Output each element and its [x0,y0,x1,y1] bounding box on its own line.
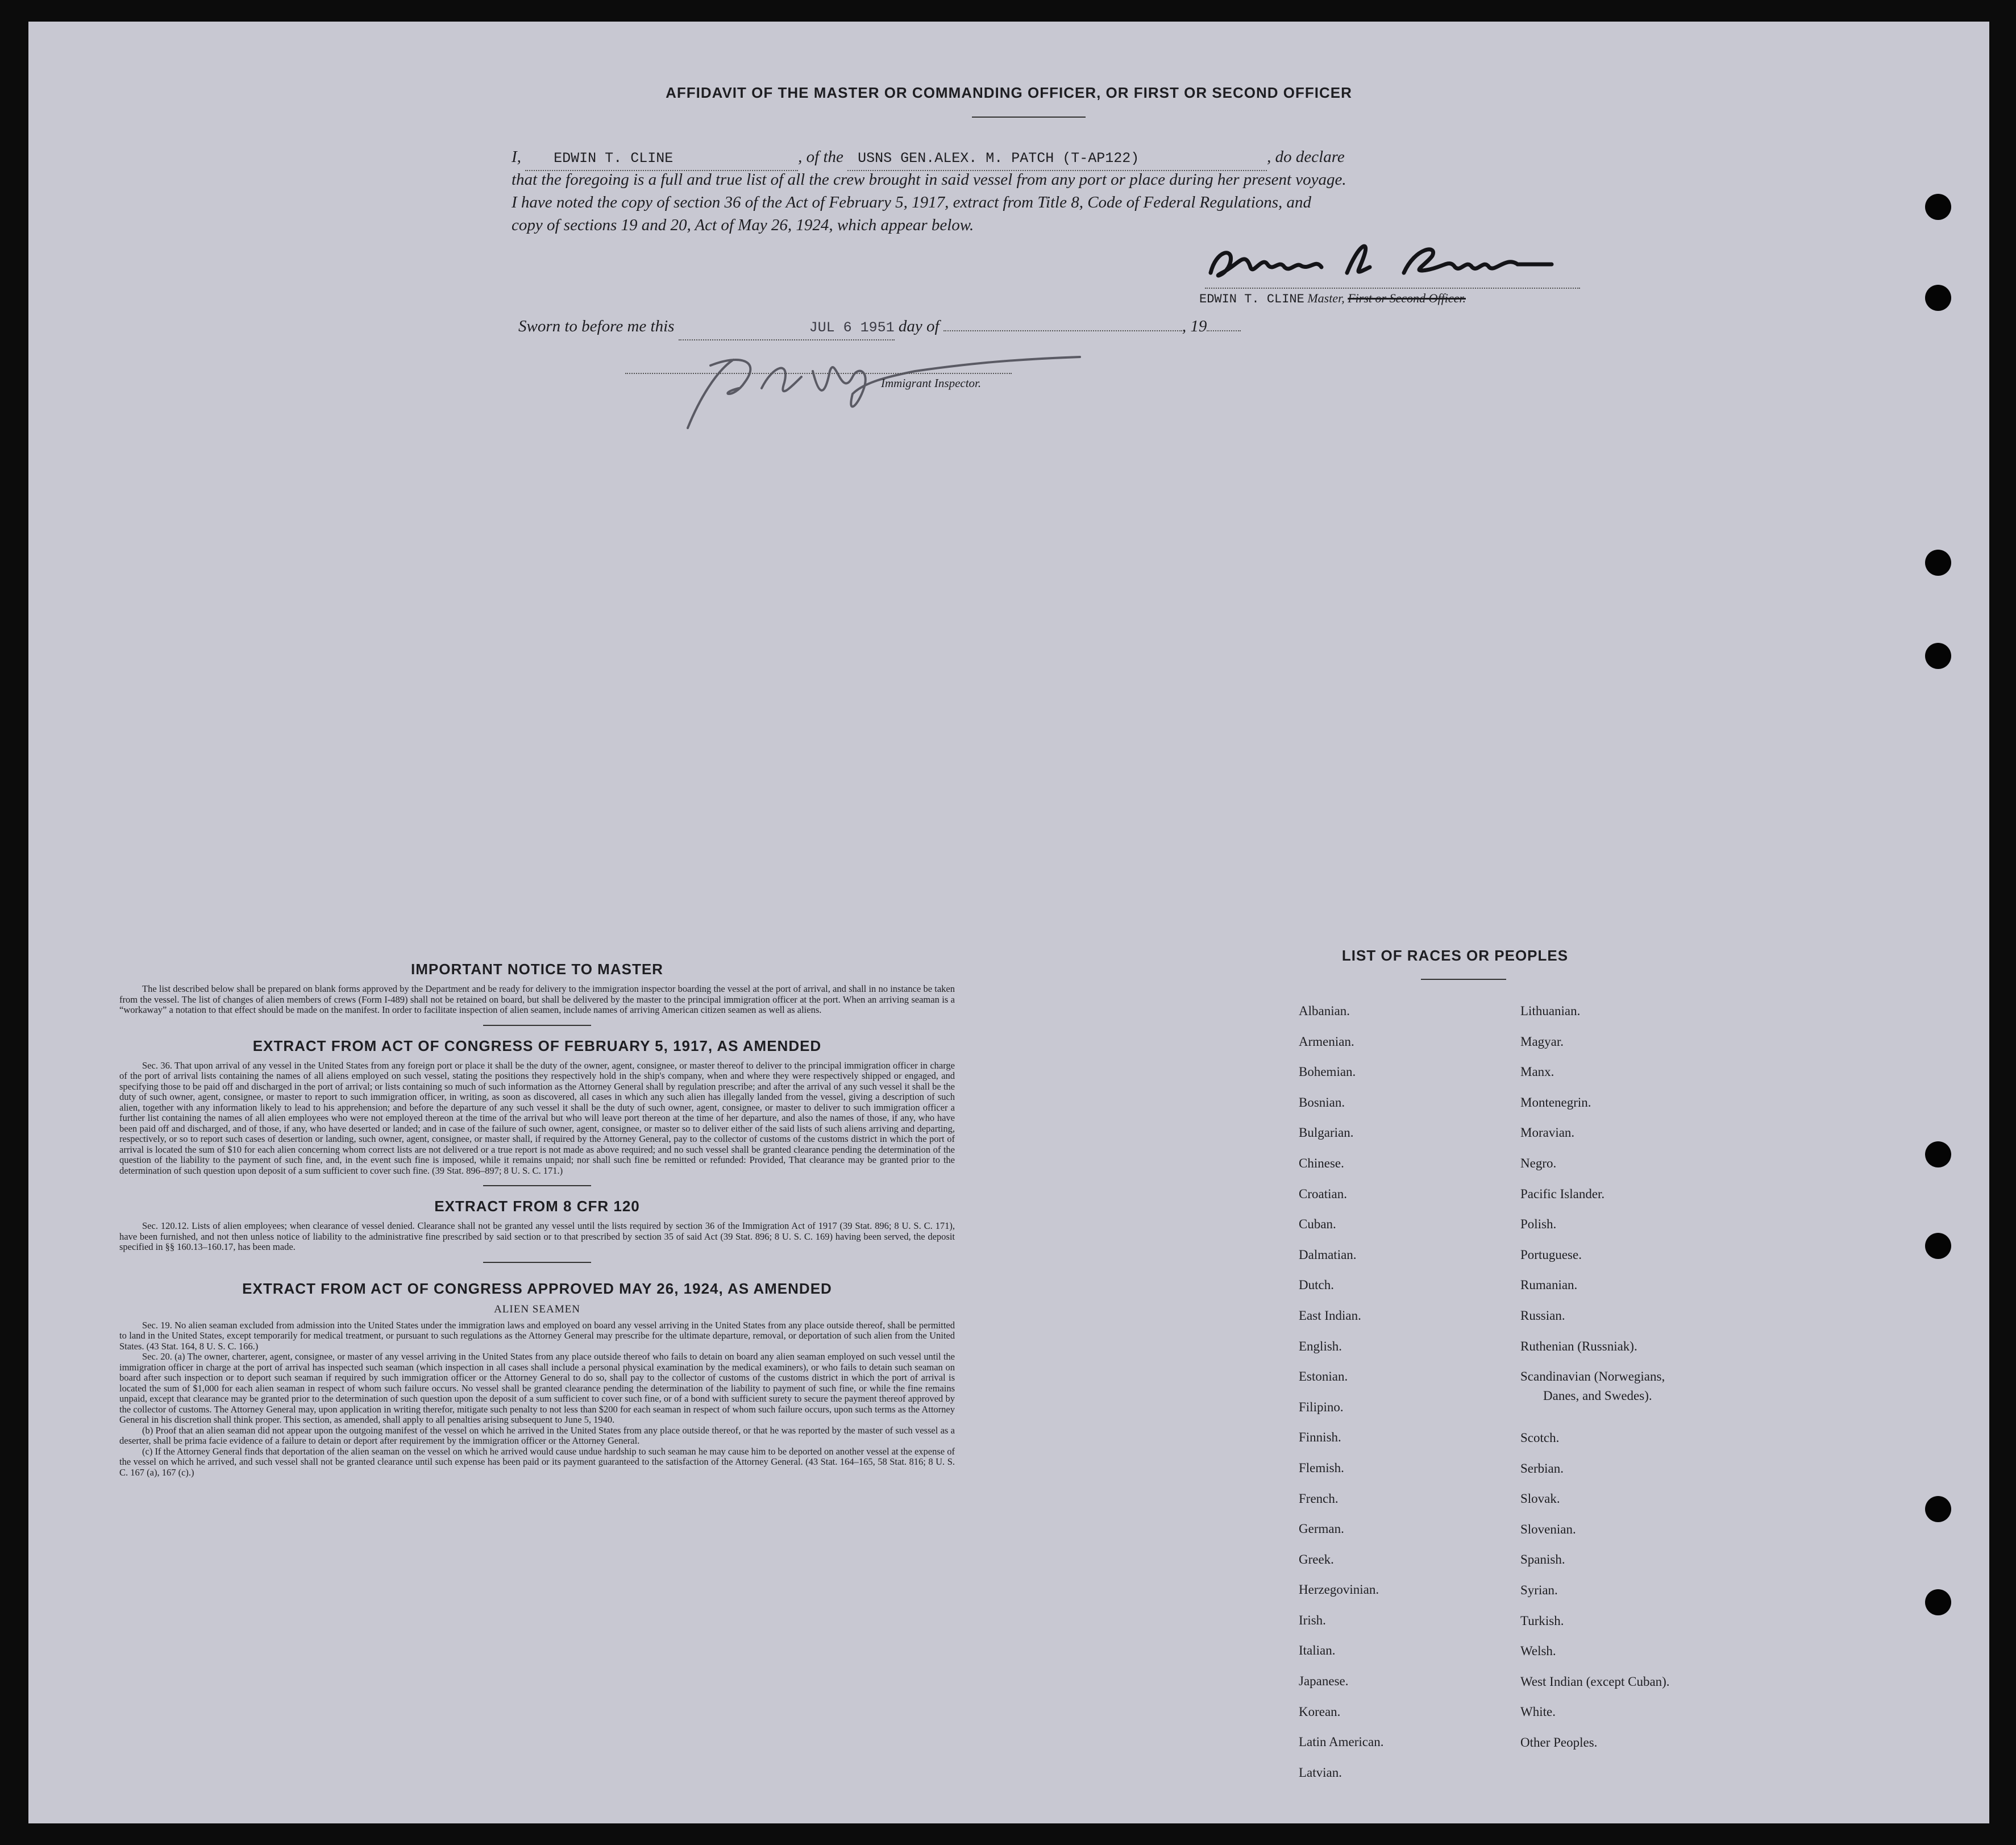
race-item: Other Peoples. [1520,1735,1598,1750]
race-item: Polish. [1520,1217,1557,1232]
binder-hole-2 [1925,285,1951,311]
race-item: Turkish. [1520,1613,1564,1628]
race-item: West Indian (except Cuban). [1520,1674,1670,1689]
race-item: Greek. [1299,1552,1334,1566]
race-item: Scandinavian (Norwegians, [1520,1369,1665,1384]
race-item: Estonian. [1299,1369,1348,1384]
race-item: Filipino. [1299,1399,1344,1414]
extract-1924-sec20b: (b) Proof that an alien seaman did not appear upon the outgoing manifest of the vessel on which he arrived in the United States from any place outside thereof, or that he was reported by the master of such vessel as a deserter, shall be prima facie evidence of a failure to detain or deport after requirement by the immigration officer or the Attorney General. [119,1424,955,1446]
race-item: Bosnian. [1299,1095,1345,1110]
do-declare-label: , do declare [1267,148,1345,166]
race-item: Italian. [1299,1643,1336,1658]
race-item: Welsh. [1520,1644,1556,1659]
extract-cfr-divider [483,1262,591,1263]
notice-divider [483,1025,591,1026]
race-item: Manx. [1520,1065,1554,1079]
race-item: East Indian. [1299,1308,1361,1323]
binder-hole-6 [1925,1233,1951,1259]
race-item: Montenegrin. [1520,1095,1591,1110]
race-item: Latvian. [1299,1765,1342,1780]
race-item: Negro. [1520,1156,1557,1170]
race-item: Magyar. [1520,1034,1564,1049]
races-column-1 [1299,996,1383,1788]
race-item: Portuguese. [1520,1247,1582,1262]
declaration-line-2: that the foregoing is a full and true list of all the crew brought in said vessel from any port or place during her present voyage. [512,171,1346,189]
race-item: Spanish. [1520,1552,1565,1567]
binder-hole-4 [1925,643,1951,669]
declaration-line-3: I have noted the copy of section 36 of the Act of February 5, 1917, extract from Title 8, Code of Federal Regulations, and [512,193,1312,211]
day-of-label: day of [898,317,940,335]
race-item: Armenian. [1299,1034,1354,1049]
extract-1924-sec19: Sec. 19. No alien seaman excluded from admission into the United States under the immigration laws and employed on board any vessel arriving in the United States from any place outside thereof, shall be permitted to land in the United States, except temporarily for medical treatment, or pursuant to such regulations as the Attorney General may prescribe for the ultimate departure, removal, or deportation of such alien from the United States. (43 Stat. 164, 8 U. S. C. 166.) [119,1319,955,1352]
race-item: Slovenian. [1520,1522,1576,1536]
race-item: Slovak. [1520,1491,1560,1506]
race-item: Danes, and Swedes). [1543,1389,1652,1403]
race-item: Serbian. [1520,1461,1564,1476]
race-item: Chinese. [1299,1156,1344,1170]
vessel-name: USNS GEN.ALEX. M. PATCH (T-AP122) [858,150,1140,167]
extract-1924-heading: EXTRACT FROM ACT OF CONGRESS APPROVED MAY 26, 1924, AS AMENDED [242,1279,832,1297]
binder-hole-7 [1925,1496,1951,1522]
races-divider [1421,979,1506,980]
race-item: French. [1299,1491,1339,1506]
race-item: Russian. [1520,1308,1565,1323]
races-column-2 [1520,996,1665,1406]
race-item: Latin American. [1299,1735,1384,1750]
race-item: Ruthenian (Russniak). [1520,1339,1637,1353]
extract-1917-paragraph: Sec. 36. That upon arrival of any vessel in the United States from any foreign port or place it shall be the duty of the owner, agent, consignee, or master thereof to deliver to the principal immigration officer in charge of the port of arrival lists containing the names of all aliens employed on such vessel, stating the positions they respectively hold in the ship's company, when and where they were respectively shipped or engaged, and specifying those to be paid off and discharged in the port of arrival; or lists containing so much of such information as the Attorney General shall by regulation prescribe; and after the arrival of any such vessel it shall be the duty of such owner, agent, consignee, or master to report to such immigration officer, in writing, as soon as discovered, all cases in which any such alien has illegally landed from the vessel, giving a description of such alien, together with any information likely to lead to his apprehension; and before the departure of any such vessel it shall be the duty of such owner, agent, consignee, or master to deliver to such immigration officer a further list containing the names of all alien employees who were not employed thereon at the time of the arrival but who will leave port thereon at the time of her departure, and also the names of those, if any, who have been paid off and discharged, and of those, if any, who have deserted or landed; and in case of the failure of such owner, agent, consignee, or master so to deliver either of the said lists of such aliens arriving and departing, respectively, or so to report such cases of desertion or landing, such owner, agent, consignee, or master shall, if required by the Attorney General, pay to the collector of customs of the customs district in which the port of arrival is located the sum of $10 for each alien concerning whom correct lists are not delivered or a true report is not made as above required; and no such vessel shall be granted clearance pending the determination of the question of the liability to the payment of such fine, and, in the event such fine is imposed, while it remains unpaid; nor shall such fine be remitted or refunded: Provided, That clearance may be granted prior to the determination of such question upon deposit of a sum sufficient to cover such fine. (39 Stat. 896–897; 8 U. S. C. 171.) [119,1059,955,1176]
race-item: Scotch. [1520,1431,1560,1445]
binder-hole-5 [1925,1141,1951,1167]
race-item: English. [1299,1339,1342,1353]
signature-printed-name: EDWIN T. CLINE [1199,292,1304,306]
of-the-label: , of the [798,148,843,166]
declaration-line-4: copy of sections 19 and 20, Act of May 26, 1924, which appear below. [512,216,974,234]
signature-caption [1199,291,1466,306]
master-signature [1199,233,1563,290]
declaration-line-1 [512,146,1591,171]
name-field [525,146,798,171]
document-page [28,22,1989,1823]
extract-1917-divider [483,1185,591,1186]
race-item: Moravian. [1520,1125,1575,1140]
race-item: Syrian. [1520,1582,1558,1597]
race-item: German. [1299,1522,1344,1536]
master-label: Master, [1307,291,1345,305]
binder-hole-8 [1925,1589,1951,1615]
affidavit-title: AFFIDAVIT OF THE MASTER OR COMMANDING OFFICER, OR FIRST OR SECOND OFFICER [666,84,1352,101]
binder-hole-3 [1925,550,1951,576]
signature-line [1205,288,1580,289]
vessel-field [847,146,1267,171]
notice-heading: IMPORTANT NOTICE TO MASTER [411,961,663,978]
race-item: Flemish. [1299,1460,1344,1475]
i-label: I, [512,148,521,166]
extract-cfr-paragraph: Sec. 120.12. Lists of alien employees; when clearance of vessel denied. Clearance shall not be granted any vessel until the lists required by section 36 of the Immigration Act of 1917 (39 Stat. 896; 8 U. S. C. 171), have been furnished, and not then unless notice of liability to the administrative fine prescribed by said section or to that prescribed by section 35 of said Act (39 Stat. 896; 8 U. S. C. 169) having been served, the deposit specified in §§ 160.13–160.17, has been made. [119,1220,955,1252]
race-item: Cuban. [1299,1217,1336,1232]
race-item: Albanian. [1299,1004,1350,1018]
race-item: White. [1520,1705,1556,1719]
race-item: Bohemian. [1299,1065,1356,1079]
master-name: EDWIN T. CLINE [554,150,674,167]
races-column-2-continued [1520,1423,1670,1758]
race-item: Dalmatian. [1299,1247,1357,1262]
race-item: Pacific Islander. [1520,1186,1605,1201]
race-item: Herzegovinian. [1299,1582,1379,1597]
binder-hole-1 [1925,194,1951,220]
race-item: Lithuanian. [1520,1004,1581,1018]
year-field [1207,330,1241,331]
race-item: Bulgarian. [1299,1125,1354,1140]
sworn-label: Sworn to before me this [518,317,675,335]
title-divider [972,117,1086,118]
extract-1917-heading: EXTRACT FROM ACT OF CONGRESS OF FEBRUARY 5, 1917, AS AMENDED [252,1037,822,1054]
extract-1924-sec20a: Sec. 20. (a) The owner, charterer, agent, consignee, or master of any vessel arriving in the United States from any place outside thereof who fails to detain on board any alien seaman employed on such vessel until the immigration officer in charge at the port of arrival has inspected such seaman (which inspection in all cases shall include a personal physical examination by the medical examiners), or who fails to detain such seaman on board after such inspection or to deport such seaman if required by such immigration officer or the Attorney General to do so, shall pay to the collector of customs of the customs district in which the port of arrival is located the sum of $1,000 for each alien seaman in respect of whom such failure occurs. No vessel shall be granted clearance pending the determination of the liability to payment of such fine, or while the fine remains unpaid, except that clearance may be granted prior to the determination of such question upon the deposit of a sum sufficient to cover such fine, or of a bond with sufficient surety to secure the payment thereof approved by the collector of customs. The Attorney General may, upon application in writing therefor, mitigate such penalty to not less than $200 for each seaman in respect of whom such failure occurs, upon such terms as the Attorney General in his discretion shall think proper. This section, as amended, shall apply to all penalties arising subsequent to June 5, 1940. [119,1351,955,1425]
struck-officer-label: First or Second Officer. [1348,291,1466,305]
race-item: Croatian. [1299,1186,1347,1201]
race-item: Korean. [1299,1704,1341,1719]
notices-column [119,961,955,1478]
sworn-date-stamp: JUL 6 1951 [809,319,895,336]
extract-1924-sec20c: (c) If the Attorney General finds that deportation of the alien seaman on the vessel on which he arrived would cause undue hardship to such seaman he may cause him to be deported on another vessel at the expense of the vessel on which he arrived, and such vessel shall not be granted clearance until such expense has been paid or its payment guaranteed to the satisfaction of the Attorney General. (43 Stat. 164–165, 58 Stat. 816; 8 U. S. C. 167 (a), 167 (c).) [119,1445,955,1478]
races-heading: LIST OF RACES OR PEOPLES [1341,947,1569,964]
inspector-signature [648,337,1103,439]
race-item: Finnish. [1299,1430,1341,1445]
inspector-label: Immigrant Inspector. [881,376,982,390]
race-item: Japanese. [1299,1674,1349,1689]
race-item: Dutch. [1299,1278,1334,1293]
race-item: Irish. [1299,1613,1326,1627]
year-label: , 19 [1182,317,1207,335]
alien-seamen-subheading: ALIEN SEAMEN [494,1303,580,1315]
inspector-signature-line [625,373,1012,374]
notice-paragraph: The list described below shall be prepared on blank forms approved by the Department and be ready for delivery to the immigration inspector boarding the vessel at the port of arrival, and shall in no instance be taken from the vessel. The list of changes of alien members of crews (Form I-489) shall not be retained on board, but shall be delivered by the master to the principal immigration officer at the port. When an arriving seaman is a “workaway” a notation to that effect should be made on the manifest. In order to facilitate inspection of alien seamen, include names of arriving American citizen seamen as well as aliens. [119,983,955,1015]
month-field [943,330,1182,331]
race-item: Rumanian. [1520,1278,1578,1293]
extract-cfr-heading: EXTRACT FROM 8 CFR 120 [434,1198,640,1215]
